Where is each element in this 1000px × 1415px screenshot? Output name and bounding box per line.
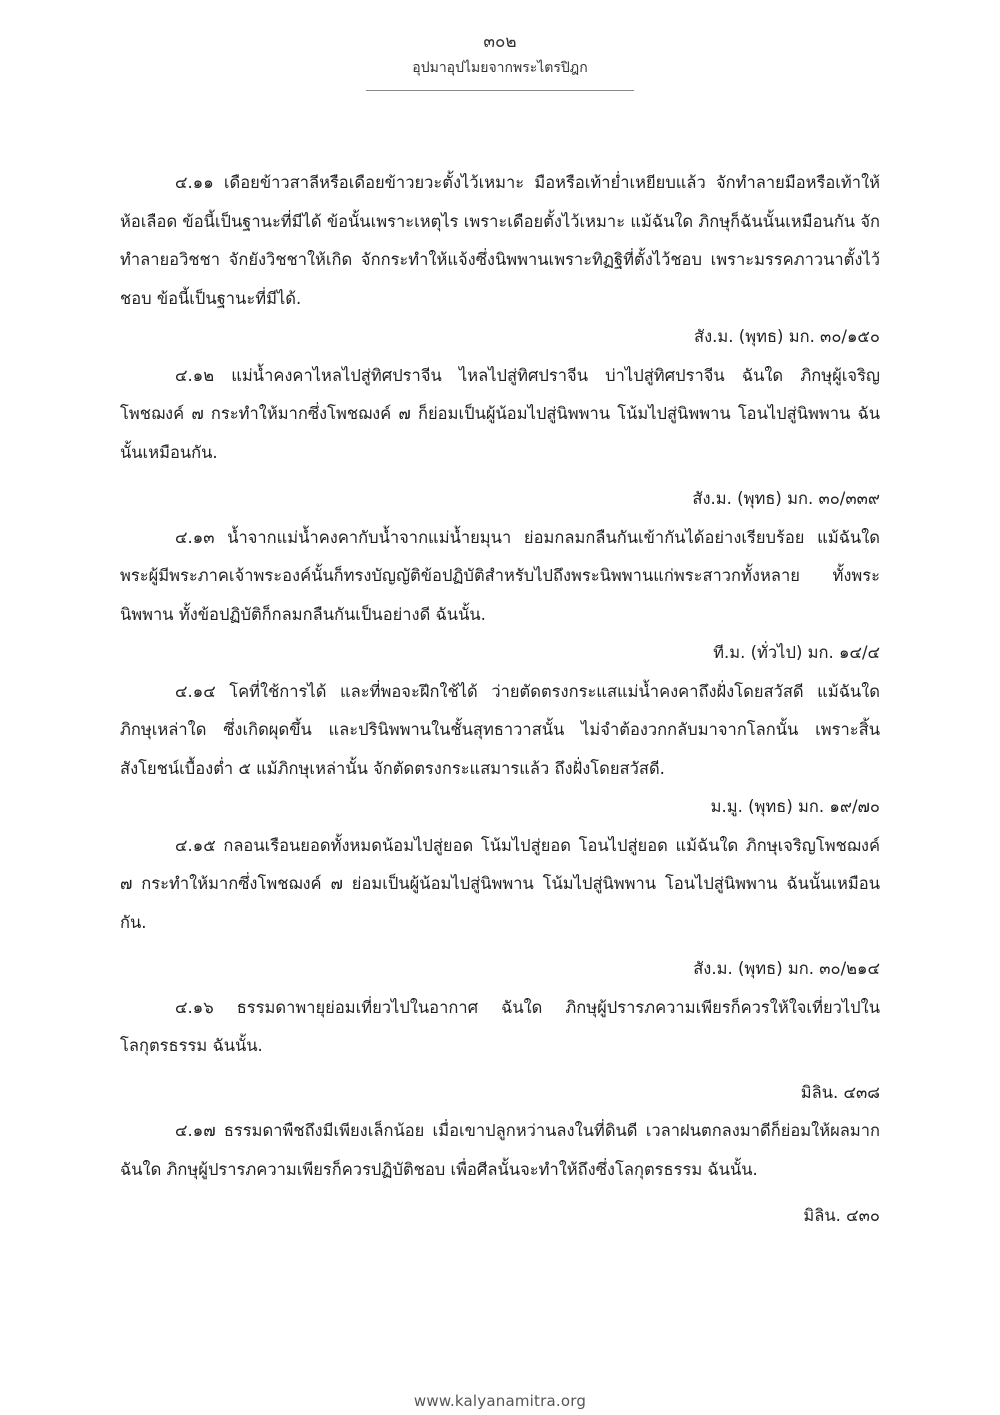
page-header [0,30,1000,91]
entry-4-13-text: ๔.๑๓ น้ำจากแม่น้ำคงคากับน้ำจากแม่น้ำยมุนา ย่อมกลมกลืนกันเข้ากันได้อย่างเรียบร้อย แม้ฉันใด พระผู้มีพระภาคเจ้าพระองค์นั้นก็ทรงบัญญัติข้อปฏิบัติสำหรับไปถึงพระนิพพานแก่พระสาวกทั้งหลาย ทั้งพระนิพพาน ทั้งข้อปฏิบัติก็กลมกลืนกันเป็นอย่างดี ฉันนั้น. [120,527,880,624]
entry-4-14-text: ๔.๑๔ โคที่ใช้การได้ และที่พอจะฝึกใช้ได้ ว่ายตัดตรงกระแสแม่น้ำคงคาถึงฝั่งโดยสวัสดี แม้ฉันใด ภิกษุเหล่าใด ซึ่งเกิดผุดขึ้น และปรินิพพานในชั้นสุทธาวาสนั้น ไม่จำต้องวกกลับมาจากโลกนั้น เพราะสิ้นสังโยชน์เบื้องต่ำ ๕ แม้ภิกษุเหล่านั้น จักตัดตรงกระแสมารแล้ว ถึงฝั่งโดยสวัสดี. [120,681,880,778]
entry-4-13-reference: ที.ม. (ทั่วไป) มก. ๑๔/๔ [713,643,880,662]
page-body [120,164,880,1236]
header-divider [366,90,634,91]
entry-4-17-reference: มิลิน. ๔๓๐ [803,1206,880,1225]
entry-4-16-reference: มิลิน. ๔๓๘ [800,1082,880,1102]
entry-4-14-reference: ม.มู. (พุทธ) มก. ๑๙/๗๐ [710,797,880,816]
page-number: ๓๐๒ [483,32,517,52]
entry-4-12-reference: สัง.ม. (พุทธ) มก. ๓๐/๓๓๙ [692,489,880,508]
entry-4-17-text: ๔.๑๗ ธรรมดาพืชถึงมีเพียงเล็กน้อย เมื่อเขาปลูกหว่านลงในที่ดินดี เวลาฝนตกลงมาดีก็ย่อมให้ผลมาก ฉันใด ภิกษุผู้ปรารภความเพียรก็ควรปฏิบัติชอบ เพื่อศีลนั้นจะทำให้ถึงซึ่งโลกุตรธรรม ฉันนั้น. [120,1121,880,1179]
entry-4-12-text: ๔.๑๒ แม่น้ำคงคาไหลไปสู่ทิศปราจีน ไหลไปสู่ทิศปราจีน บ่าไปสู่ทิศปราจีน ฉันใด ภิกษุผู้เจริญโพชฌงค์ ๗ กระทำให้มากซึ่งโพชฌงค์ ๗ ก็ย่อมเป็นผู้น้อมไปสู่นิพพาน โน้มไปสู่นิพพาน โอนไปสู่นิพพาน ฉันนั้นเหมือนกัน. [120,365,880,462]
footer-website: www.kalyanamitra.org [413,1392,587,1410]
entry-4-11-reference: สัง.ม. (พุทธ) มก. ๓๐/๑๕๐ [694,327,880,346]
entry-4-15-text: ๔.๑๕ กลอนเรือนยอดทั้งหมดน้อมไปสู่ยอด โน้มไปสู่ยอด โอนไปสู่ยอด แม้ฉันใด ภิกษุเจริญโพชฌงค์ ๗ กระทำให้มากซึ่งโพชฌงค์ ๗ ย่อมเป็นผู้น้อมไปสู่นิพพาน โน้มไปสู่นิพพาน โอนไปสู่นิพพาน ฉันนั้นเหมือนกัน. [120,835,880,932]
entry-4-11-text: ๔.๑๑ เดือยข้าวสาลีหรือเดือยข้าวยวะตั้งไว้เหมาะ มือหรือเท้าย่ำเหยียบแล้ว จักทำลายมือหรือเท้าให้ห้อเลือด ข้อนี้เป็นฐานะที่มีได้ ข้อนั้นเพราะเหตุไร เพราะเดือยตั้งไว้เหมาะ แม้ฉันใด ภิกษุก็ฉันนั้นเหมือนกัน จักทำลายอวิชชา จักยังวิชชาให้เกิด จักกระทำให้แจ้งซึ่งนิพพานเพราะทิฏฐิที่ตั้งไว้ชอบ เพราะมรรคภาวนาตั้งไว้ชอบ ข้อนี้เป็นฐานะที่มีได้. [120,173,880,308]
entry-4-16-text: ๔.๑๖ ธรรมดาพายุย่อมเที่ยวไปในอากาศ ฉันใด ภิกษุผู้ปรารภความเพียรก็ควรให้ใจเที่ยวไปในโลกุตรธรรม ฉันนั้น. [120,997,880,1055]
entry-4-15-reference: สัง.ม. (พุทธ) มก. ๓๐/๒๑๔ [693,959,880,978]
book-title: อุปมาอุปไมยจากพระไตรปิฎก [412,60,588,76]
